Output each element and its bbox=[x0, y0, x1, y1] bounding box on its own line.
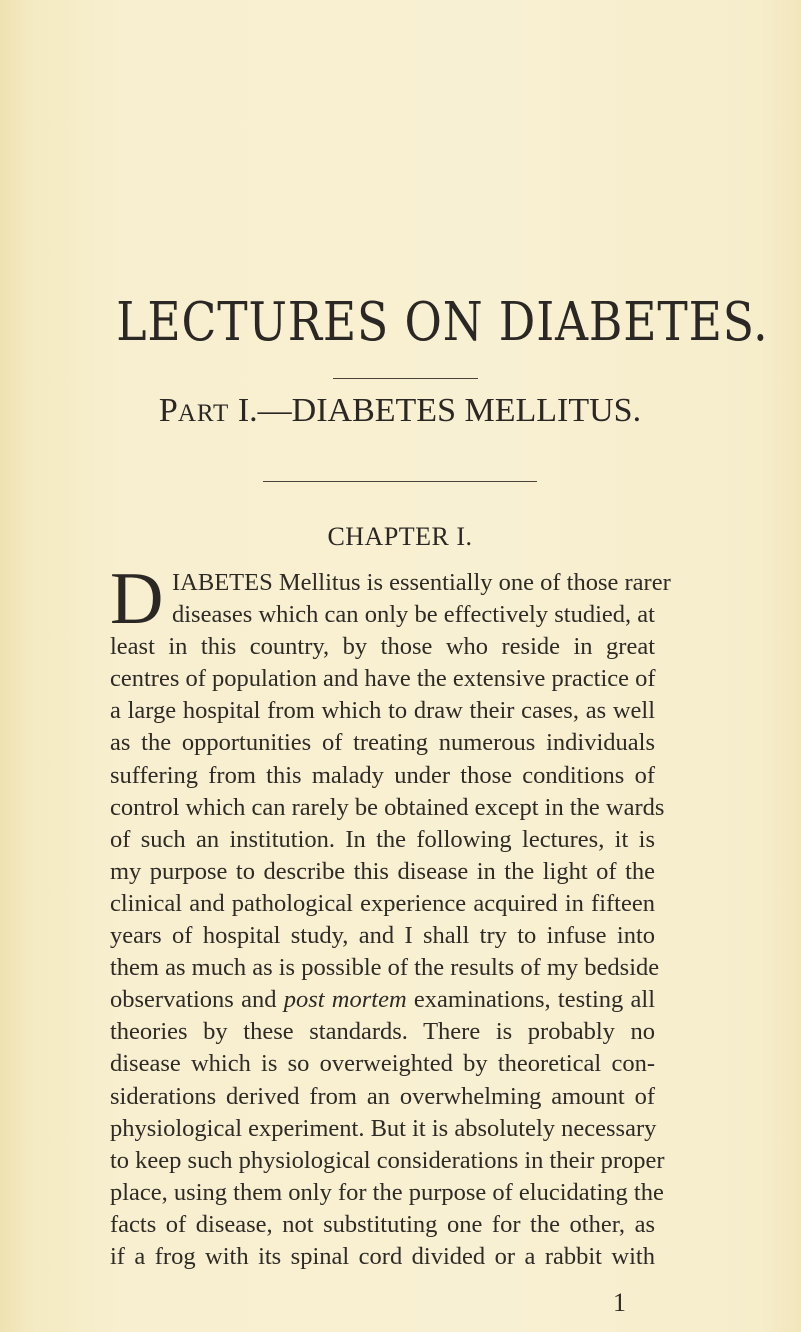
text-line: physiological experiment. But it is absolutely necessary bbox=[110, 1114, 657, 1142]
part-prefix-initial: P bbox=[158, 392, 178, 429]
title-divider bbox=[333, 378, 478, 379]
text-line: least in this country, by those who reside in great bbox=[110, 633, 655, 661]
text-line: them as much as is possible of the results of my bedside bbox=[110, 954, 660, 982]
text-line: of such an institution. In the following lectures, it is bbox=[110, 825, 655, 853]
text-line-mixed bbox=[110, 984, 655, 1016]
text-line: siderations derived from an overwhelming amount of bbox=[110, 1082, 655, 1110]
text-line: suffering from this malady under those conditions of bbox=[110, 761, 655, 789]
drop-cap: D bbox=[110, 558, 164, 640]
part-heading bbox=[100, 392, 700, 430]
text-line: disease which is so overweighted by theoretical con- bbox=[110, 1050, 655, 1078]
text-line: clinical and pathological experience acquired in fifteen bbox=[110, 889, 655, 917]
part-title: I.—DIABETES MELLITUS. bbox=[229, 392, 642, 429]
book-title: LECTURES ON DIABETES. bbox=[116, 292, 769, 353]
text-line: if a frog with its spinal cord divided or a rabbit with bbox=[110, 1242, 655, 1270]
page-number: 1 bbox=[613, 1288, 626, 1317]
text-line: as the opportunities of treating numerous individuals bbox=[110, 729, 655, 757]
italic-phrase: post mortem bbox=[283, 986, 407, 1014]
text-line: my purpose to describe this disease in the light of the bbox=[110, 857, 655, 885]
text-line: control which can rarely be obtained except in the wards bbox=[110, 793, 665, 821]
text-segment: examinations, testing all bbox=[406, 986, 655, 1014]
part-divider bbox=[263, 481, 537, 482]
text-line: theories by these standards. There is probably no bbox=[110, 1018, 655, 1046]
chapter-heading: CHAPTER I. bbox=[327, 522, 473, 551]
text-line: IABETES Mellitus is essentially one of those rarer bbox=[172, 569, 671, 596]
text-line: a large hospital from which to draw their cases, as well bbox=[110, 697, 655, 725]
body-paragraph bbox=[110, 558, 671, 1273]
part-prefix-rest: ART bbox=[177, 400, 230, 427]
text-line: place, using them only for the purpose of elucidating the bbox=[110, 1178, 664, 1206]
text-line: to keep such physiological considerations in their proper bbox=[110, 1146, 665, 1174]
text-line: diseases which can only be effectively studied, at bbox=[172, 601, 655, 629]
text-line: years of hospital study, and I shall try to infuse into bbox=[110, 922, 655, 950]
text-line: facts of disease, not substituting one for the other, as bbox=[110, 1210, 655, 1238]
text-line: centres of population and have the extensive practice of bbox=[110, 665, 656, 693]
text-segment: observations and bbox=[110, 986, 284, 1014]
